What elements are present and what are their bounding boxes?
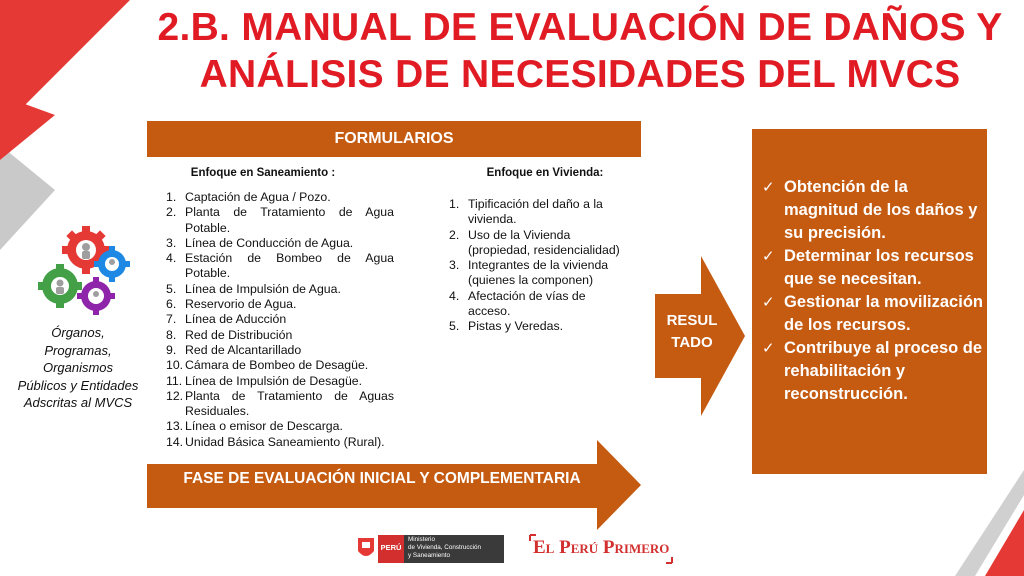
list-number: 5.: [166, 281, 177, 296]
list-item-text: Cámara de Bombeo de Desagüe.: [185, 358, 369, 373]
list-item-text: Reservorio de Agua.: [185, 297, 297, 312]
list-item-text: Pistas y Veredas.: [468, 319, 564, 334]
formularios-header: [147, 121, 641, 157]
ministerio-name: [408, 536, 504, 560]
list-item: [166, 282, 394, 297]
organos-line: Organismos: [42, 360, 114, 375]
organos-line: Adscritas al MVCS: [23, 395, 133, 410]
list-item: [449, 197, 629, 228]
result-text: Determinar los recursos que se necesitan.: [784, 247, 974, 288]
list-item-text: Planta de Tratamiento de Aguas Residuales.: [185, 388, 394, 419]
list-item-text: Planta de Tratamiento de Agua Potable.: [185, 205, 394, 235]
result-item: [762, 337, 984, 406]
list-number: 4.: [166, 251, 177, 266]
list-item: [166, 389, 394, 420]
list-item-text: Línea de Impulsión de Desagüe.: [185, 373, 363, 388]
list-number: 1.: [449, 197, 460, 211]
list-number: 7.: [166, 312, 177, 327]
organos-caption: [8, 324, 148, 412]
list-number: 12.: [166, 388, 184, 403]
list-item: [449, 319, 629, 334]
list-item-text: Línea de Conducción de Agua.: [185, 235, 354, 250]
list-item-text: Red de Distribución: [185, 327, 293, 342]
vivienda-title: Enfoque en Vivienda:: [486, 167, 604, 179]
list-number: 4.: [449, 288, 460, 303]
list-item-text: Línea o emisor de Descarga.: [185, 419, 343, 434]
list-item: [166, 343, 394, 358]
list-item: [449, 289, 629, 320]
list-item: [166, 312, 394, 327]
list-item-text: Captación de Agua / Pozo.: [185, 190, 331, 204]
list-item: [449, 258, 629, 289]
list-item: [166, 190, 394, 205]
saneamiento-title: Enfoque en Saneamiento :: [190, 167, 336, 179]
slogan-text: El Perú Primero: [533, 537, 670, 558]
checkmark-icon: ✓: [762, 179, 775, 196]
list-item-text: Tipificación del daño a la vivienda.: [468, 197, 603, 227]
organos-line: Públicos y Entidades: [17, 377, 139, 393]
list-item-text: Integrantes de la vivienda (quienes la componen): [468, 258, 609, 288]
list-item-text: Línea de Aducción: [185, 312, 287, 327]
list-number: 2.: [166, 205, 177, 220]
vivienda-list: [449, 197, 629, 335]
list-number: 3.: [166, 235, 177, 250]
organos-line: Órganos,: [51, 325, 105, 340]
result-item: [762, 176, 984, 245]
list-item: [166, 374, 394, 389]
checkmark-icon: ✓: [762, 340, 775, 357]
result-text: Gestionar la movilización de los recursos.: [784, 293, 983, 334]
list-item-text: Línea de Impulsión de Agua.: [185, 281, 341, 296]
list-item: [166, 236, 394, 251]
peru-label: PERÚ: [380, 543, 402, 552]
list-item: [166, 251, 394, 282]
list-number: 5.: [449, 319, 460, 334]
list-item: [166, 297, 394, 312]
list-number: 3.: [449, 258, 460, 273]
list-item-text: Afectación de vías de acceso.: [468, 288, 586, 319]
results-box: [752, 129, 987, 474]
list-item: [166, 328, 394, 343]
list-number: 2.: [449, 227, 460, 242]
result-item: [762, 291, 984, 337]
resultado-line: TADO: [671, 334, 713, 351]
result-text: Obtención de la magnitud de los daños y su precisión.: [784, 178, 978, 242]
list-number: 9.: [166, 342, 177, 357]
fase-label: FASE DE EVALUACIÓN INICIAL Y COMPLEMENTARIA: [183, 470, 581, 487]
ministerio-line: de Vivienda, Construcción: [408, 544, 482, 551]
checkmark-icon: ✓: [762, 248, 775, 265]
organos-line: Programas,: [44, 342, 112, 358]
list-number: 13.: [166, 419, 184, 434]
list-item-text: Estación de Bombeo de Agua Potable.: [185, 251, 394, 281]
ministerio-line: Ministerio: [408, 536, 435, 543]
saneamiento-list: [166, 190, 394, 450]
ministerio-line: y Saneamiento: [408, 552, 451, 559]
results-list: [762, 176, 984, 406]
result-item: [762, 245, 984, 291]
resultado-line: RESUL: [666, 312, 718, 329]
list-item: [166, 358, 394, 373]
gears-icon: [38, 220, 130, 320]
list-item: [449, 228, 629, 259]
list-item-text: Uso de la Vivienda (propiedad, residencialidad): [468, 227, 620, 257]
list-number: 6.: [166, 297, 177, 312]
list-item-text: Red de Alcantarillado: [185, 342, 302, 357]
formularios-header-label: FORMULARIOS: [334, 130, 454, 147]
list-number: 14.: [166, 434, 184, 449]
list-number: 1.: [166, 190, 177, 204]
result-text: Contribuye al proceso de rehabilitación y reconstrucción.: [784, 339, 983, 403]
page-title: [140, 4, 1020, 98]
checkmark-icon: ✓: [762, 294, 775, 311]
list-number: 10.: [166, 358, 184, 373]
list-number: 11.: [166, 373, 183, 388]
title-line-1: 2.B. MANUAL DE EVALUACIÓN DE DAÑOS Y: [157, 6, 1003, 49]
list-item-text: Unidad Básica Saneamiento (Rural).: [185, 434, 385, 449]
list-item: [166, 205, 394, 236]
list-number: 8.: [166, 327, 177, 342]
list-item: [166, 419, 394, 434]
resultado-label: [664, 310, 720, 354]
title-line-2: ANÁLISIS DE NECESIDADES DEL MVCS: [199, 53, 961, 96]
